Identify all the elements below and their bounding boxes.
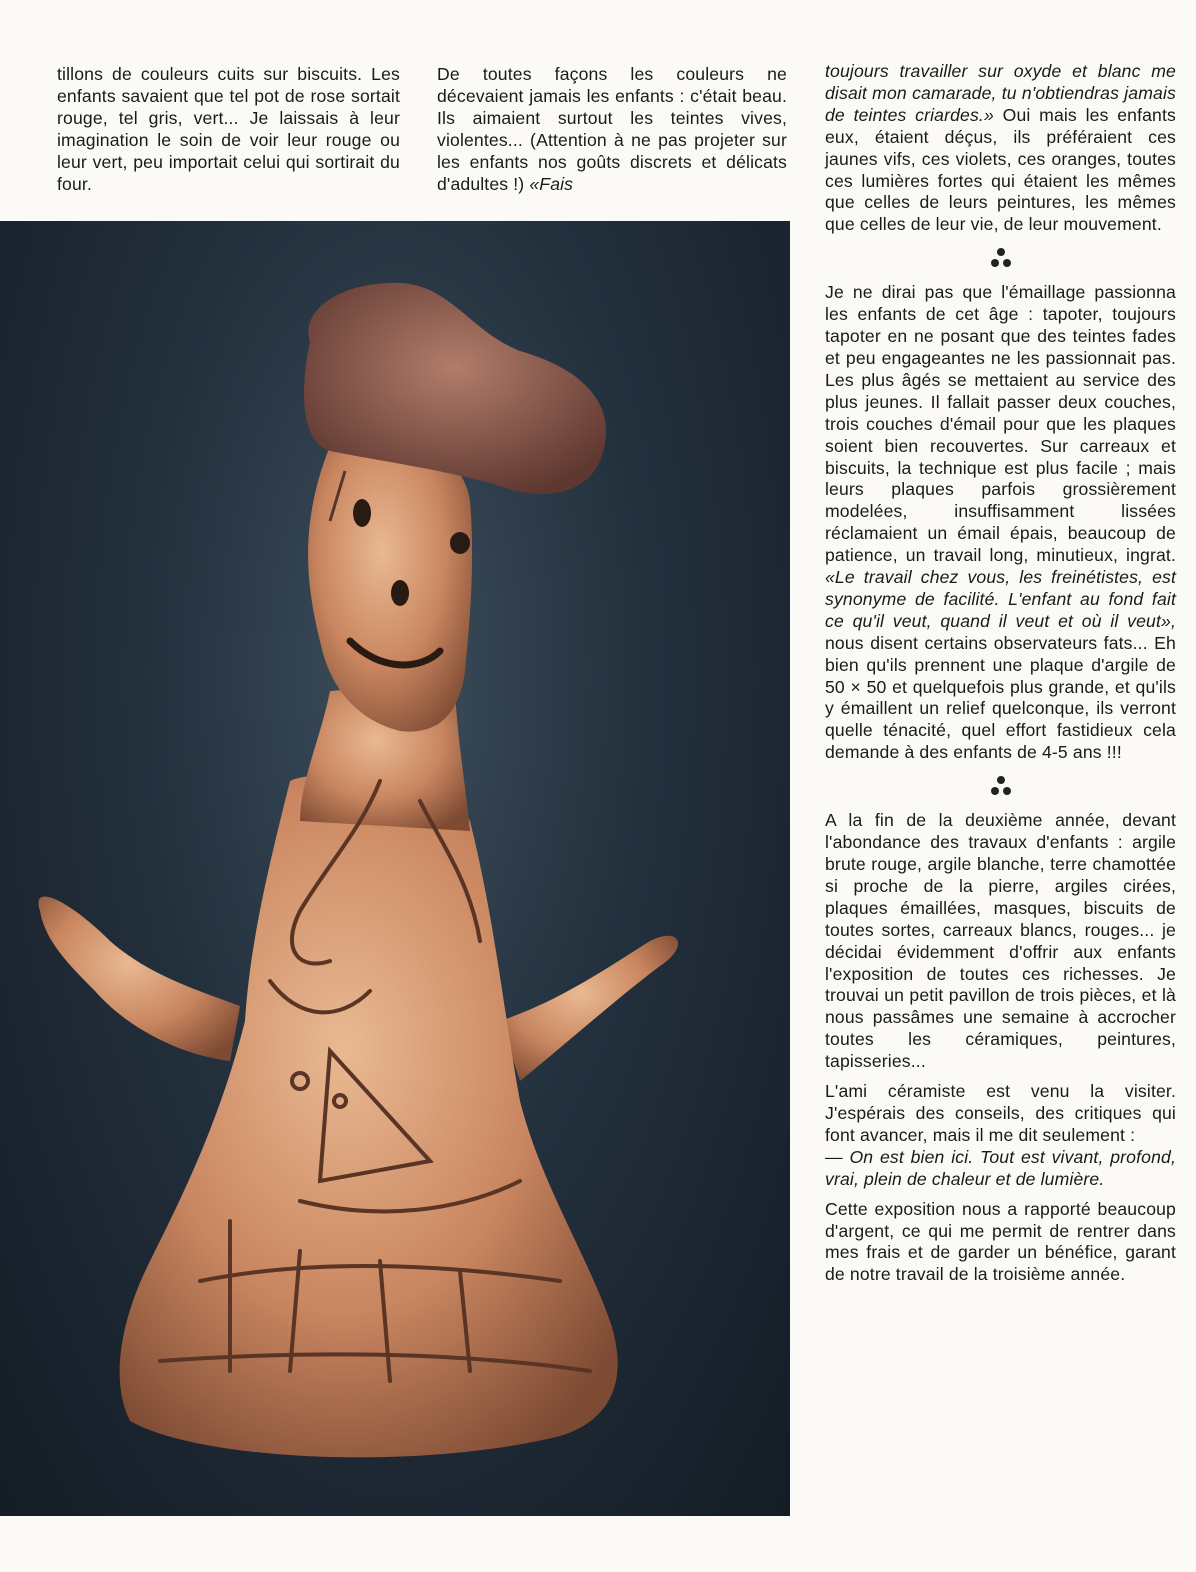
clay-figure-icon xyxy=(0,221,790,1516)
col2-paragraph-1 xyxy=(437,64,787,195)
column-1 xyxy=(57,64,400,195)
col3-quote-5: — On est bien ici. Tout est vivant, profond, vrai, plein de chaleur et de lumière. xyxy=(825,1146,1176,1189)
col3-text-2a: Je ne dirai pas que l'émaillage passionna les enfants de cet âge : tapoter, toujours tapoter en ne posant que des teintes fades et peu engageantes ne les passionnait pas. Les plus âgés se mettaient au service des plus jeunes. Il fallait passer deux couches, trois couches d'émail pour que les plaques soient bien recouvertes. Sur carreaux et biscuits, la technique est plus facile ; mais leurs plaques parfois grossièrement modelées, insuffisamment lissées réclamaient un émail épais, beaucoup de patience, un travail long, minutieux, ingrat. xyxy=(825,282,1176,566)
col3-paragraph-2 xyxy=(825,282,1176,764)
col2-quote-start: «Fais xyxy=(529,173,574,194)
col3-text-1: Oui mais les enfants eux, étaient déçus, ils préféraient ces jaunes vifs, ces violets, ces oranges, toutes ces lumières fortes qui étaient les mêmes que celles de leurs peintures, les mêmes que celles de leur vie, de leur mouvement. xyxy=(825,104,1176,235)
clay-figure-photo xyxy=(0,221,790,1516)
col3-paragraph-3: A la fin de la deuxième année, devant l'abondance des travaux d'enfants : argile brute rouge, argile blanche, terre chamottée si proche de la pierre, argiles cirées, plaques émaillées, masques, biscuits de toutes sortes, carreaux blancs, rouges... je décidai évidemment d'offrir aux enfants l'exposition de toutes ces richesses. Je trouvai un petit pavillon de trois pièces, et là nous passâmes une semaine à accrocher toutes les céramiques, peintures, tapisseries... xyxy=(825,810,1176,1072)
col3-quote-end: toujours travailler sur oxyde et blanc me disait mon camarade, tu n'obtiendras jamais de teintes criardes.» xyxy=(825,61,1176,125)
column-2 xyxy=(437,64,787,195)
col3-paragraph-5 xyxy=(825,1147,1176,1191)
col3-paragraph-6: Cette exposition nous a rapporté beaucoup d'argent, ce qui me permit de rentrer dans mes frais et de garder un bénéfice, garant de notre travail de la troisième année. xyxy=(825,1198,1176,1285)
column-3 xyxy=(825,61,1176,1286)
col3-paragraph-4: L'ami céramiste est venu la visiter. J'espérais des conseils, des critiques qui font avancer, mais il me dit seulement : xyxy=(825,1081,1176,1145)
col1-paragraph-1: tillons de couleurs cuits sur biscuits. Les enfants savaient que tel pot de rose sortait rouge, tel gris, vert... Je laissais à leur imagination le soin de voir leur rouge ou leur vert, peu importait celui qui sortirait du four. xyxy=(57,64,400,194)
separator-dots-icon xyxy=(986,246,1016,270)
col3-text-2c: nous disent certains observateurs fats... Eh bien qu'ils prennent une plaque d'argile de 50 × 50 et quelquefois plus grande, et qu'ils y émaillent un relief quelconque, ils verront quelle ténacité, quel effort fastidieux cela demande à des enfants de 4-5 ans !!! xyxy=(825,632,1176,763)
col3-paragraph-1 xyxy=(825,61,1176,236)
col2-text: De toutes façons les couleurs ne décevaient jamais les enfants : c'était beau. Ils aimaient surtout les teintes vives, violentes... (Attention à ne pas projeter sur les enfants nos goûts discrets et délicats d'adultes !) xyxy=(437,64,787,194)
col3-quote-2: «Le travail chez vous, les freinétistes, est synonyme de facilité. L'enfant au fond fait ce qu'il veut, quand il veut et où il veut», xyxy=(825,567,1176,631)
separator-dots-icon xyxy=(986,774,1016,798)
